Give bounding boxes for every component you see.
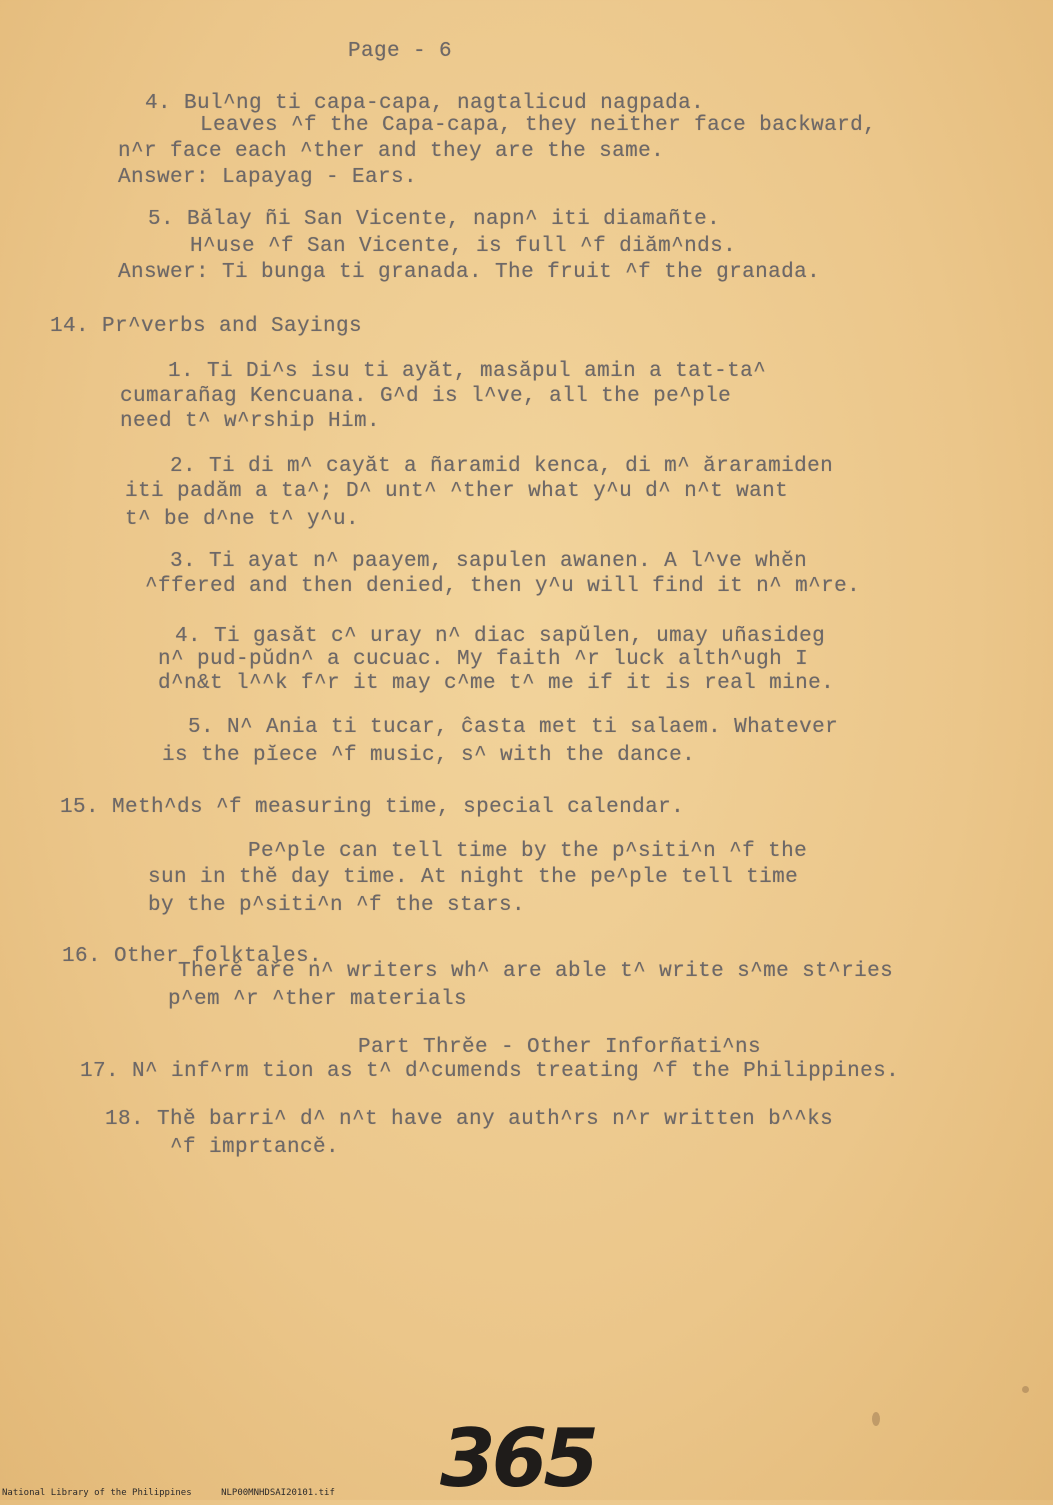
footer-library: National Library of the Philippines bbox=[2, 1488, 192, 1498]
section-14-heading: 14. Pr^verbs and Sayings bbox=[50, 315, 363, 338]
proverb-2-line-1: 2. Ti di m^ cayăt a ñaramid kenca, di m^ ăraramiden bbox=[170, 455, 834, 478]
proverb-5-line-1: 5. N^ Ania ti tucar, ĉasta met ti salaem. Whatever bbox=[188, 716, 839, 739]
scan-footer bbox=[2, 1488, 359, 1498]
proverb-4-line-3: d^n&t l^^k f^r it may c^me t^ me if it is real mine. bbox=[158, 672, 835, 695]
page-header: Page - 6 bbox=[348, 40, 453, 63]
section-18-line-1: 18. Thĕ barri^ d^ n^t have any auth^rs n^r written b^^ks bbox=[105, 1108, 834, 1131]
riddle-5-line-2: H^use ^f San Vicente, is full ^f diăm^nds. bbox=[190, 235, 737, 258]
riddle-5-answer: Answer: Ti bunga ti granada. The fruit ^f the granada. bbox=[118, 261, 821, 284]
riddle-4-line-2: Leaves ^f the Capa-capa, they neither face backward, bbox=[200, 114, 877, 137]
riddle-4-line-1: 4. Bul^ng ti capa-capa, nagtalicud nagpada. bbox=[145, 92, 705, 115]
handwritten-page-number: 365 bbox=[440, 1412, 595, 1505]
section-16-heading: 16. Other folktales. bbox=[62, 945, 323, 968]
proverb-3-line-1: 3. Ti ayat n^ paayem, sapulen awanen. A l^ve whĕn bbox=[170, 550, 808, 573]
part-three-heading: Part Thrĕe - Other Inforñati^ns bbox=[358, 1036, 762, 1059]
ink-smudge bbox=[872, 1412, 880, 1426]
section-17: 17. N^ inf^rm tion as t^ d^cumends treating ^f the Philippines. bbox=[80, 1060, 900, 1083]
proverb-5-line-2: is the pĭece ^f music, s^ with the dance. bbox=[162, 744, 696, 767]
proverb-4-line-2: n^ pud-pŭdn^ a cucuac. My faith ^r luck alth^ugh I bbox=[158, 648, 809, 671]
section-16-line-1: Therĕ aře n^ writers wh^ are able t^ write s^me st^ries bbox=[178, 960, 894, 983]
section-18-line-2: ^f imprtancĕ. bbox=[170, 1136, 340, 1159]
section-15-heading: 15. Meth^ds ^f measuring time, special calendar. bbox=[60, 796, 685, 819]
section-16-line-2: p^em ^r ^ther materials bbox=[168, 988, 468, 1011]
section-15-line-1: Pe^ple can tell time by the p^siti^n ^f the bbox=[248, 840, 808, 863]
proverb-1-line-3: need t^ w^rship Him. bbox=[120, 410, 381, 433]
proverb-2-line-2: iti padăm a ta^; D^ unt^ ^ther what y^u d^ n^t want bbox=[125, 480, 789, 503]
ink-dot bbox=[1022, 1386, 1029, 1393]
proverb-4-line-1: 4. Ti gasăt c^ uray n^ diac sapŭlen, umay uñasideg bbox=[175, 625, 826, 648]
proverb-3-line-2: ^ffered and then denied, then y^u will find it n^ m^re. bbox=[145, 575, 861, 598]
section-15-line-3: by the p^siti^n ^f the stars. bbox=[148, 894, 526, 917]
riddle-5-line-1: 5. Bălay ñi San Vicente, napn^ iti diamañte. bbox=[148, 208, 721, 231]
proverb-1-line-1: 1. Ti Di^s isu ti ayăt, masăpul amin a tat-ta^ bbox=[168, 360, 767, 383]
proverb-2-line-3: t^ be d^ne t^ y^u. bbox=[125, 508, 360, 531]
footer-file: NLP00MNHDSAI20101.tif bbox=[221, 1488, 335, 1498]
proverb-1-line-2: cumarañag Kencuana. G^d is l^ve, all the pe^ple bbox=[120, 385, 732, 408]
riddle-4-line-3: n^r face each ^ther and they are the same. bbox=[118, 140, 665, 163]
section-15-line-2: sun in thĕ day time. At night the pe^ple tell time bbox=[148, 866, 799, 889]
riddle-4-answer: Answer: Lapayag - Ears. bbox=[118, 166, 418, 189]
